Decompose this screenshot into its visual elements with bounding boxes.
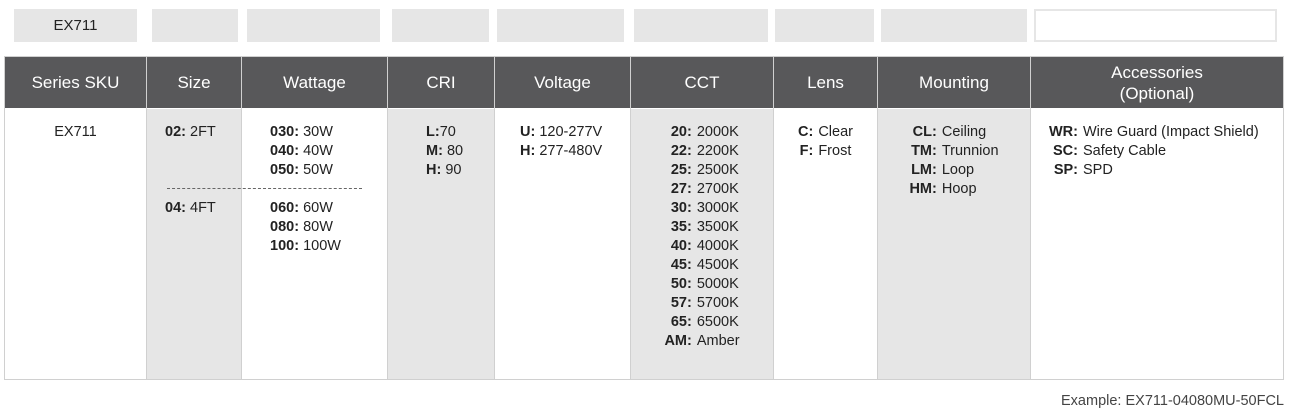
option-label: 3500K [696,219,739,235]
option-label: Safety Cable [1083,143,1167,159]
column-header: CCT [631,57,773,109]
builder-slot-accessories [1034,9,1277,42]
option-code: 20: [670,124,692,140]
option-item: H: 277-480V [520,143,603,159]
option-label: Wire Guard (Impact Shield) [1083,124,1259,140]
option-label: 6500K [696,314,739,330]
builder-slot-cct [634,9,768,42]
column-wattage [242,57,388,379]
option-code: HM: [909,181,937,197]
option-item: 080: 80W [270,219,333,235]
option-code: 30: [670,200,692,216]
column-header: Series SKU [5,57,146,109]
option-label: 5000K [696,276,739,292]
column-mounting [878,57,1031,379]
option-code: 45: [670,257,692,273]
option-item: H: 90 [426,162,462,178]
option-code: CL: [912,124,937,140]
option-code: 50: [670,276,692,292]
option-code: LM: [911,162,937,178]
option-item: 040: 40W [270,143,333,159]
option-code: 40: [670,238,692,254]
size-group-divider [167,188,362,189]
column-header [1031,57,1283,109]
options-table [4,56,1284,380]
column-series [5,57,147,379]
column-cct [631,57,774,379]
builder-slot-cri [392,9,489,42]
option-label: 3000K [696,200,739,216]
option-code: 22: [670,143,692,159]
option-code: F: [799,143,814,159]
option-item: L:70 [426,124,456,140]
option-label: Clear [818,124,853,140]
option-code: 25: [670,162,692,178]
column-header: CRI [388,57,494,109]
option-item: M: 80 [426,143,464,159]
option-label: 2200K [696,143,739,159]
option-code: 65: [670,314,692,330]
option-list [774,123,877,161]
option-label: Loop [941,162,975,178]
column-header: Voltage [495,57,630,109]
option-list [165,123,216,142]
option-list [1049,123,1259,180]
column-header: Lens [774,57,877,109]
option-label: SPD [1083,162,1113,178]
option-list [426,123,463,180]
option-label: 5700K [696,295,739,311]
column-lens [774,57,878,379]
option-list [270,199,341,256]
builder-slot-series [14,9,137,42]
option-label: 4500K [696,257,739,273]
option-code: 57: [670,295,692,311]
option-item: 050: 50W [270,162,333,178]
option-item: 030: 30W [270,124,333,140]
series-sku-value: EX711 [54,124,97,140]
column-header: Wattage [242,57,387,109]
option-code: 27: [670,181,692,197]
option-list [270,123,333,180]
option-label: Hoop [941,181,977,197]
option-list [165,199,216,218]
option-label: 2500K [696,162,739,178]
option-code: C: [798,124,814,140]
option-list [520,123,602,161]
option-code: AM: [664,333,692,349]
option-label: 2000K [696,124,739,140]
column-header: Mounting [878,57,1030,109]
column-size [147,57,242,379]
column-header: Size [147,57,241,109]
option-code: TM: [911,143,937,159]
builder-slot-series-value: EX711 [53,17,98,34]
column-header-line2: (Optional) [1119,83,1195,103]
builder-slot-lens [775,9,874,42]
option-item: 04: 4FT [165,200,216,216]
option-label: Ceiling [941,124,987,140]
option-code: SC: [1053,143,1078,159]
option-code: SP: [1053,162,1078,178]
builder-slot-voltage [497,9,624,42]
builder-slot-wattage [247,9,380,42]
column-voltage [495,57,631,379]
option-item: 02: 2FT [165,124,216,140]
option-label: Frost [818,143,852,159]
option-code: WR: [1049,124,1078,140]
column-cri [388,57,495,379]
option-label: 2700K [696,181,739,197]
column-header-line1: Accessories [1111,62,1203,82]
builder-slot-mounting [881,9,1027,42]
option-list [631,123,773,351]
option-label: Amber [696,333,740,349]
option-label: 4000K [696,238,739,254]
builder-slot-size [152,9,238,42]
option-list [878,123,1030,199]
example-code: Example: EX711-04080MU-50FCL [1061,393,1284,409]
option-item: U: 120-277V [520,124,603,140]
option-code: 35: [670,219,692,235]
column-accessories [1031,57,1283,379]
option-label: Trunnion [941,143,999,159]
option-item: 100: 100W [270,238,341,254]
option-item: 060: 60W [270,200,333,216]
